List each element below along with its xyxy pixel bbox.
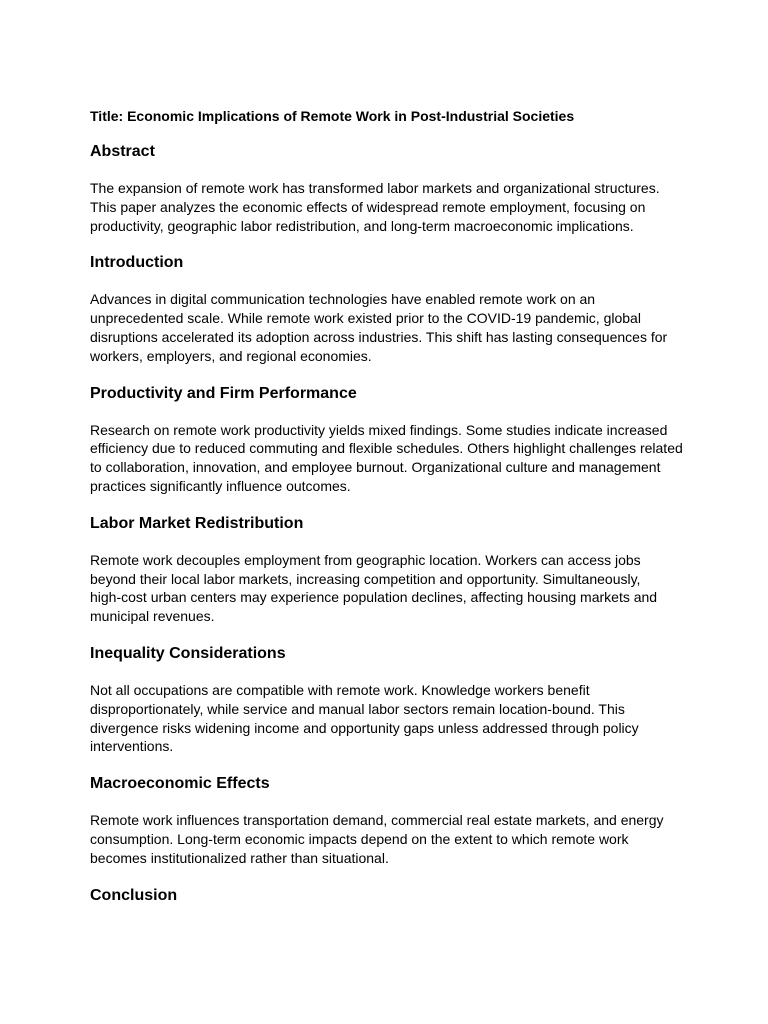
paragraph-line: Remote work decouples employment from geographic location. Workers can access jobs: [90, 551, 641, 568]
section-macroeconomic: [90, 774, 690, 867]
section-inequality: [90, 644, 690, 756]
section-heading-labor-market: Labor Market Redistribution: [90, 514, 304, 532]
section-productivity: [90, 384, 690, 496]
section-heading-conclusion: Conclusion: [90, 886, 178, 904]
section-heading-macroeconomic: Macroeconomic Effects: [90, 775, 270, 793]
document-page: [90, 106, 690, 923]
section-introduction: [90, 253, 690, 365]
paragraph-line: The expansion of remote work has transformed labor markets and organizational structures.: [90, 180, 660, 196]
section-paragraph-macroeconomic: [90, 811, 690, 867]
section-heading-abstract: Abstract: [90, 143, 155, 160]
paragraph-line: unprecedented scale. While remote work existed prior to the COVID-19 pandemic, global: [90, 310, 641, 327]
paragraph-line: Advances in digital communication technologies have enabled remote work on an: [90, 291, 596, 308]
paragraph-line: practices significantly influence outcomes.: [90, 477, 351, 494]
paragraph-line: interventions.: [90, 738, 174, 755]
section-paragraph-introduction: [90, 290, 690, 365]
section-heading-inequality: Inequality Considerations: [90, 644, 286, 662]
paragraph-line: workers, employers, and regional economies.: [90, 347, 372, 364]
paragraph-line: consumption. Long-term economic impacts depend on the extent to which remote work: [90, 830, 629, 847]
paragraph-line: Research on remote work productivity yields mixed findings. Some studies indicate increased: [90, 421, 668, 438]
section-conclusion: [90, 886, 690, 906]
paragraph-line: divergence risks widening income and opportunity gaps unless addressed through policy: [90, 719, 639, 736]
paragraph-line: high-cost urban centers may experience population declines, affecting housing markets and: [90, 589, 658, 606]
section-labor-market: [90, 514, 690, 626]
paragraph-line: This paper analyzes the economic effects of widespread remote employment, focusing on: [90, 198, 646, 215]
section-paragraph-inequality: [90, 681, 690, 756]
paragraph-line: Not all occupations are compatible with remote work. Knowledge workers benefit: [90, 681, 590, 698]
section-abstract: [90, 142, 690, 235]
section-heading-productivity: Productivity and Firm Performance: [90, 384, 357, 402]
paragraph-line: municipal revenues.: [90, 608, 215, 625]
paragraph-line: Remote work influences transportation demand, commercial real estate markets, and energy: [90, 812, 664, 829]
paragraph-line: beyond their local labor markets, increasing competition and opportunity. Simultaneously,: [90, 570, 641, 587]
paragraph-line: disproportionately, while service and manual labor sectors remain location-bound. This: [90, 700, 625, 717]
paragraph-line: productivity, geographic labor redistribution, and long-term macroeconomic implications.: [90, 217, 634, 234]
paragraph-line: efficiency due to reduced commuting and flexible schedules. Others highlight challenges related: [90, 440, 683, 457]
section-paragraph-abstract: [90, 179, 690, 235]
section-paragraph-productivity: [90, 421, 690, 496]
paragraph-line: disruptions accelerated its adoption across industries. This shift has lasting consequences for: [90, 328, 668, 345]
section-heading-introduction: Introduction: [90, 254, 184, 272]
paragraph-line: becomes institutionalized rather than situational.: [90, 849, 389, 866]
document-title: Title: Economic Implications of Remote Work in Post-Industrial Societies: [90, 108, 575, 124]
paragraph-line: to collaboration, innovation, and employee burnout. Organizational culture and management: [90, 459, 661, 476]
section-paragraph-labor-market: [90, 551, 690, 626]
